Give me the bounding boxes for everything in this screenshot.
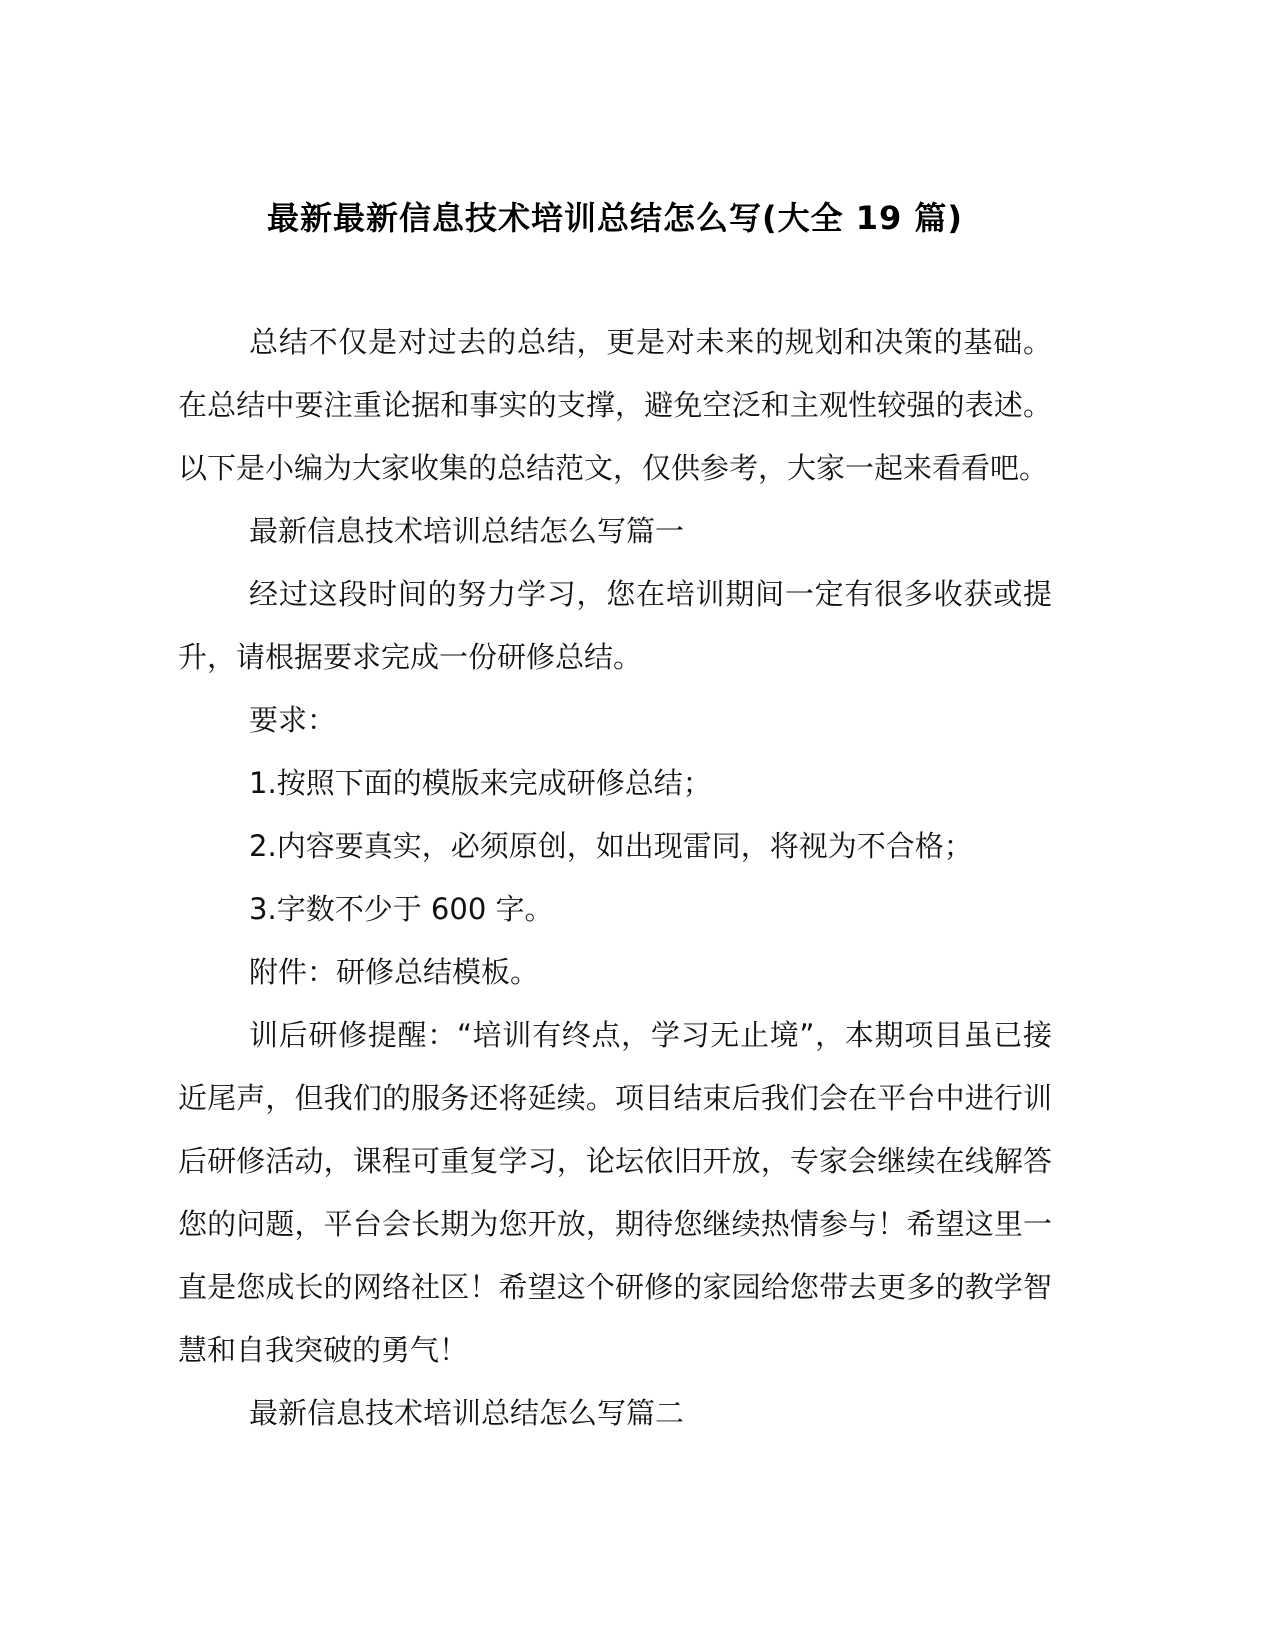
paragraph-task: 经过这段时间的努力学习，您在培训期间一定有很多收获或提升，请根据要求完成一份研修总结。 [178, 577, 1052, 674]
document-body [178, 311, 1052, 1445]
paragraph-requirements-label: 要求： [249, 703, 337, 737]
document-title: 最新最新信息技术培训总结怎么写(大全 19 篇) [266, 199, 964, 237]
paragraph-reminder: 训后研修提醒：“培训有终点，学习无止境”，本期项目虽已接近尾声，但我们的服务还将延续。项目结束后我们会在平台中进行训后研修活动，课程可重复学习，论坛依旧开放，专家会继续在线解答您的问题，平台会长期为您开放，期待您继续热情参与！希望这里一直是您成长的网络社区！希望这个研修的家园给您带去更多的教学智慧和自我突破的勇气！ [178, 1018, 1052, 1367]
section-heading-part-two: 最新信息技术培训总结怎么写篇二 [249, 1396, 685, 1430]
list-item-3: 3.字数不少于 600 字。 [249, 892, 554, 926]
section-heading-part-one: 最新信息技术培训总结怎么写篇一 [249, 514, 685, 548]
paragraph-intro: 总结不仅是对过去的总结，更是对未来的规划和决策的基础。在总结中要注重论据和事实的支撑，避免空泛和主观性较强的表述。以下是小编为大家收集的总结范文，仅供参考，大家一起来看看吧。 [178, 325, 1052, 485]
list-item-2: 2.内容要真实，必须原创，如出现雷同，将视为不合格； [249, 829, 973, 863]
paragraph-attachment: 附件：研修总结模板。 [249, 955, 540, 989]
list-item-1: 1.按照下面的模版来完成研修总结； [249, 766, 712, 800]
